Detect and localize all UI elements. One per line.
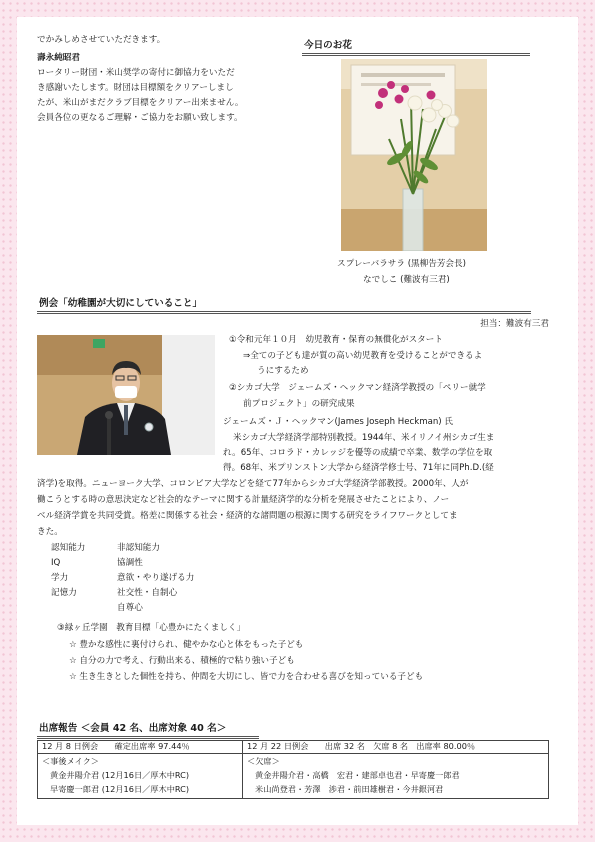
noncognitive-ability: 意欲・やり遂げる力 (117, 573, 195, 583)
noncognitive-ability: 自尊心 (117, 603, 143, 613)
donation-line: き感謝いたします。財団は目標額をクリアーしまし (37, 83, 234, 93)
attendance-heading: 出席報告 ＜会員 42 名、出席対象 40 名＞ (37, 720, 259, 739)
bio-line: れ。65年、コロラド・カレッジを優等の成績で卒業、数学の学位を取 (223, 448, 493, 458)
ability-row (51, 571, 194, 586)
goal-item: ☆ 生き生きとした個性を持ち、仲間を大切にし、皆で力を合わせる喜びを知っている子ども (69, 672, 424, 682)
intro-line: でかみしめさせていただきます。 (37, 35, 166, 45)
bio-line: 働こうとする時の意思決定など社会的なテーマに関する計量経済学的な分析を発展させたことにより、ノー (37, 495, 450, 505)
makeup-entry: 早寄慶一郎君 (12月16日／厚木中RC) (50, 784, 190, 794)
donation-line: 会員各位の更なるご理解・ご協力をお願い致します。 (37, 113, 243, 123)
flower-caption-1: スプレーバラサラ (黒柳告芳会長) (337, 259, 466, 269)
bio-line: 米シカゴ大学経済学部特別教授。1944年、米イリノイ州シカゴ生ま (233, 433, 495, 443)
newsletter-page (17, 17, 578, 825)
cognitive-ability (51, 601, 117, 616)
absent-entry: 黄金井陽介君・高橋 宏君・建部卓也君・早寄慶一郎君 (255, 770, 460, 780)
makeup-entry: 黄金井陽介君 (12月16日／厚木中RC) (50, 770, 190, 780)
absent-cell (243, 754, 549, 799)
member-name: 壽永純昭君 (37, 53, 80, 63)
noncognitive-ability: 非認知能力 (117, 543, 160, 553)
meeting-heading: 例会「幼稚園が大切にしていること」 (37, 295, 531, 314)
bio-line: ベル経済学賞を共同受賞。格差に関係する社会・経済的な諸問題の根源に関する研究をライフワークとしてま (37, 511, 458, 521)
flower-arrangement-image (341, 59, 487, 251)
donation-line: ロータリー財団・米山奨学の寄付に御協力をいただ (37, 68, 235, 78)
cognitive-ability: IQ (51, 558, 61, 568)
speaker-image (37, 335, 215, 455)
ability-row (51, 556, 194, 571)
item-1-sub: ⇒全ての子ども達が質の高い幼児教育を受けることができるよ (243, 351, 483, 361)
donation-text (37, 66, 244, 126)
noncognitive-ability: 協調性 (117, 558, 143, 568)
flower-caption-2: なでしこ (難波有三君) (363, 275, 450, 285)
item-1: ①令和元年１０月 幼児教育・保育の無償化がスタート (229, 335, 443, 345)
donation-line: たが、米山がまだクラブ目標をクリアー出来ません。 (37, 98, 244, 108)
absent-entry: 米山尚登君・芳澤 渉君・前田雄樹君・今井銀河君 (255, 784, 444, 794)
speaker-photo (37, 335, 215, 455)
ability-row (51, 586, 194, 601)
cognitive-ability: 学力 (51, 573, 69, 583)
item-3: ③緑ヶ丘学園 教育目標「心豊かにたくましく」 (57, 623, 246, 633)
goal-item: ☆ 自分の力で考え、行動出来る、積極的で粘り強い子ども (69, 656, 295, 666)
item-1-sub-cont: うにするため (257, 366, 309, 376)
abilities-list (51, 541, 194, 616)
bio-line: きた。 (37, 527, 63, 537)
dec8-header: 12 月 8 日例会 確定出席率 97.44％ (38, 741, 243, 754)
cognitive-ability: 記憶力 (51, 588, 77, 598)
ability-row (51, 541, 194, 556)
item-2: ②シカゴ大学 ジェームズ・ヘックマン経済学教授の「ペリー就学 (229, 383, 486, 393)
absent-label: ＜欠席＞ (247, 756, 280, 766)
ability-row (51, 601, 194, 616)
flower-photo (341, 59, 487, 251)
education-goals (69, 637, 423, 685)
cognitive-ability: 認知能力 (51, 543, 86, 553)
bio-line: 得。68年、米プリンストン大学から経済学修士号、71年に同Ph.D.(経 (223, 463, 494, 473)
attendance-header-row (38, 741, 549, 754)
makeup-cell (38, 754, 243, 799)
attendance-table (37, 740, 549, 799)
heckman-name: ジェームズ・Ｊ・ヘックマン(James Joseph Heckman) 氏 (223, 417, 453, 427)
dec22-header: 12 月 22 日例会 出席 32 名 欠席 8 名 出席率 80.00％ (243, 741, 549, 754)
makeup-label: ＜事後メイク＞ (42, 756, 99, 766)
flower-heading: 今日のお花 (302, 37, 530, 56)
item-2-cont: 前プロジェクト」の研究成果 (243, 399, 355, 409)
goal-item: ☆ 豊かな感性に裏付けられ、健やかな心と体をもった子ども (69, 640, 304, 650)
noncognitive-ability: 社交性・自制心 (117, 588, 178, 598)
speaker-credit: 担当：難波有三君 (480, 319, 549, 329)
bio-line: 済学)を取得。ニューヨーク大学、コロンビア大学などを経て77年からシカゴ大学経済学部教授。2000年、人が (37, 479, 469, 489)
attendance-body-row (38, 754, 549, 799)
